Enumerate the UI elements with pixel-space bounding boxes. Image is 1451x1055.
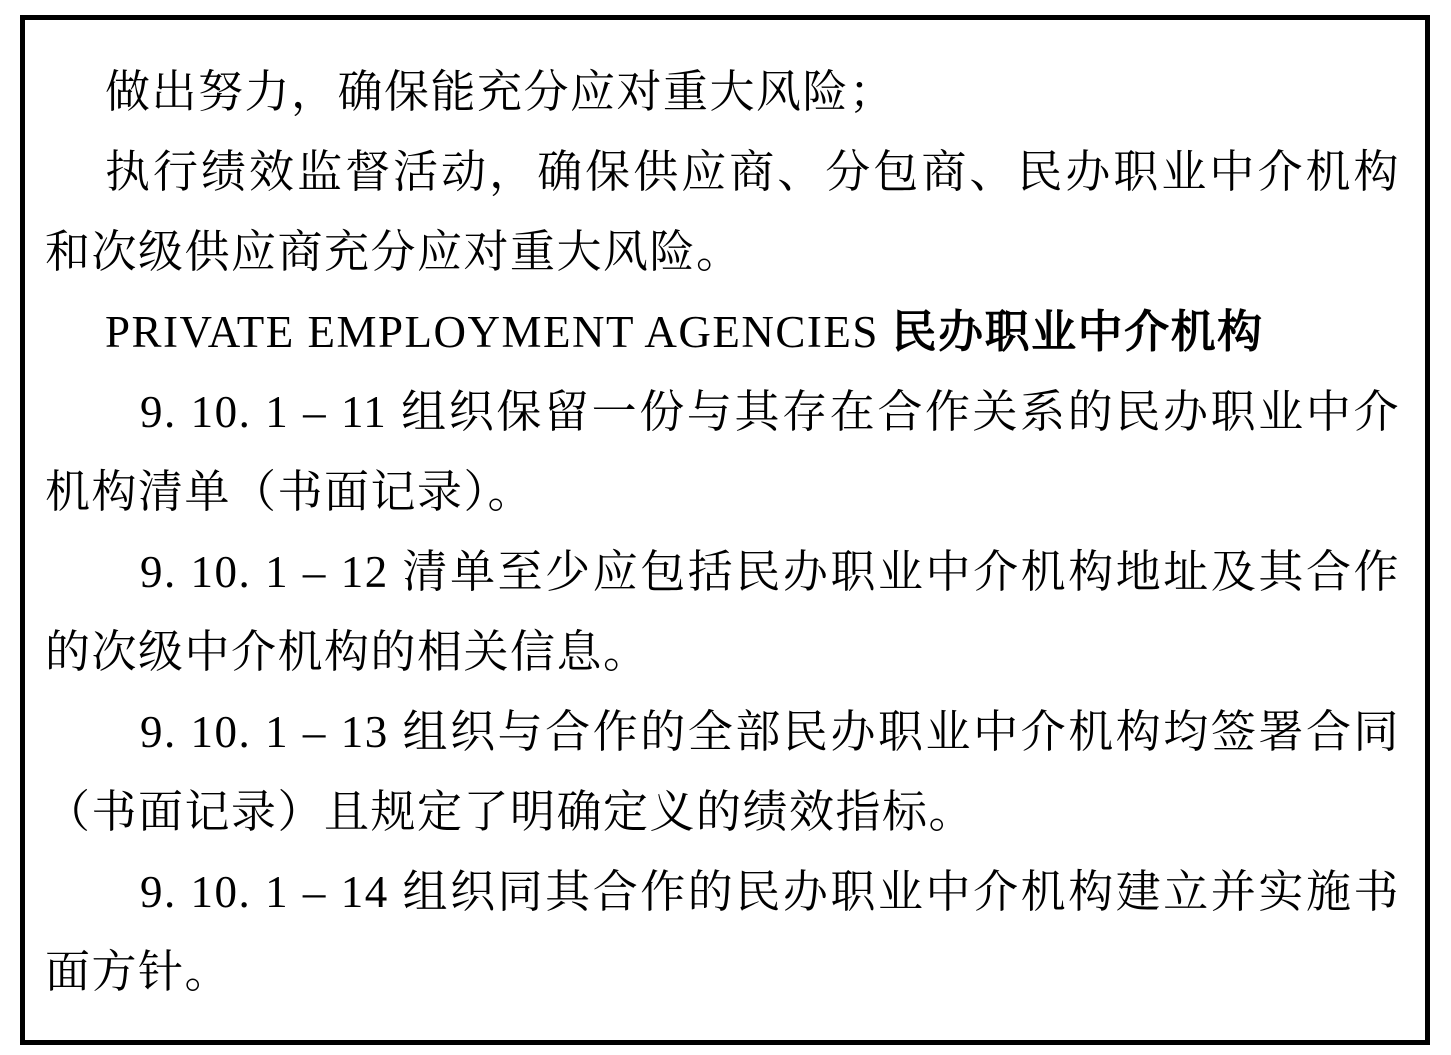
- clause-9-10-1-12: [45, 532, 1400, 692]
- clause-text: 组织同其合作的民办职业中介机构建立并实施书面方针。: [45, 867, 1401, 997]
- text-content: [25, 20, 1425, 1012]
- paragraph-performance-monitoring: 执行绩效监督活动，确保供应商、分包商、民办职业中介机构和次级供应商充分应对重大风险。: [45, 147, 1400, 277]
- clause-text: 清单至少应包括民办职业中介机构地址及其合作的次级中介机构的相关信息。: [45, 547, 1401, 677]
- section-heading-latin: PRIVATE EMPLOYMENT AGENCIES: [105, 307, 879, 357]
- clause-text: 组织与合作的全部民办职业中介机构均签署合同（书面记录）且规定了明确定义的绩效指标。: [45, 707, 1401, 837]
- clause-9-10-1-14: [45, 852, 1400, 1012]
- clause-number: 9. 10. 1 – 13: [140, 707, 389, 757]
- page-frame: [20, 15, 1430, 1045]
- clause-9-10-1-13: [45, 692, 1400, 852]
- paragraph-risk-effort: 做出努力，确保能充分应对重大风险；: [105, 67, 896, 117]
- clause-number: 9. 10. 1 – 14: [140, 867, 389, 917]
- section-heading: [45, 292, 1400, 372]
- clause-text: 组织保留一份与其存在合作关系的民办职业中介机构清单（书面记录）。: [45, 387, 1400, 517]
- section-heading-chinese: 民办职业中介机构: [891, 306, 1264, 357]
- clause-number: 9. 10. 1 – 11: [140, 387, 388, 437]
- clause-9-10-1-11: [45, 372, 1400, 532]
- clause-number: 9. 10. 1 – 12: [140, 547, 389, 597]
